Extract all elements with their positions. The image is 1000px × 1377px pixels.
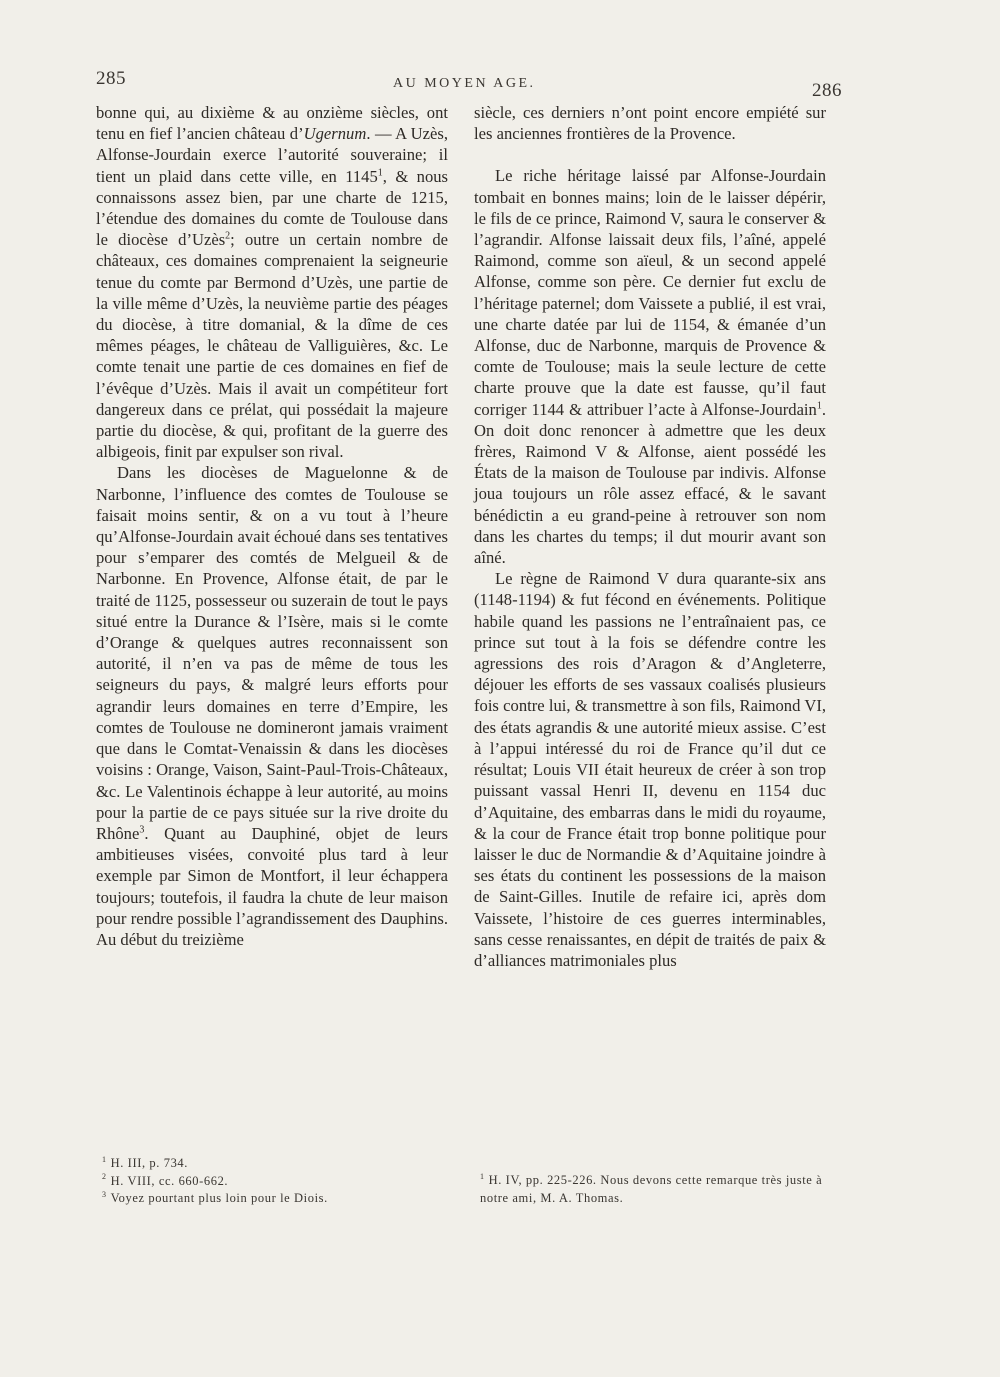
- footnote-ref: 2: [225, 230, 231, 242]
- italic-term: Ugernum: [303, 124, 367, 144]
- paragraph: Le règne de Raimond V dura quarante-six ans (1148-1194) & fut fécond en événements. Politique habile quand les passions ne l’entraînaient pas, ce prince sut tout à la fois se défendre contre les agressions des rois d’Aragon & d’Angleterre, déjouer les efforts de ses vassaux coalisés plusieurs fois contre lui, & transmettre à son fils, Raimond VI, des états agrandis & une autorité mieux assise. C’est à l’appui intéressé du roi de France qu’il dut ce résultat; Louis VII était heureux de créer à son trop puissant vassal Henri II, devenu en 1154 duc d’Aquitaine, des embarras dans le midi du royaume, & la cour de France était trop bonne politique pour laisser le duc de Normandie & d’Aquitaine joindre à ses états du continent les possessions de la maison de Saint-Gilles. Inutile de refaire ici, après dom Vaissete, l’histoire de ces guerres interminables, sans cesse renaissantes, en dépit de traités de paix & d’alliances matrimoniales plus: [474, 569, 826, 970]
- footnote-ref: 1: [816, 400, 822, 412]
- right-text-column: [474, 102, 826, 971]
- page-number-left: 285: [96, 68, 126, 89]
- footnote: $^2$ H. VIII, cc. 660-662.: [102, 1172, 229, 1188]
- paragraph: bonne qui, au dixième & au onzième siècles, ont tenu en fief l’ancien château d’Ugernum. — A Uzès, Alfonse-Jourdain exerce l’autorité souveraine; il tient un plaid dans cette ville, en 1145$^1$, & nous connaissons assez bien, par une charte de 1215, l’étendue des domaines du comte de Toulouse dans le diocèse d’Uzès$^2$; outre un certain nombre de châteaux, ces domaines comprenaient la seigneurie tenue du comte par Bermond d’Uzès, une partie de la ville même d’Uzès, la neuvième partie des péages du diocèse, à titre domanial, & la dîme de ces mêmes péages, le château de Valliguières, &c. Le comte tenait une partie de ces domaines en fief de l’évêque d’Uzès. Mais il avait un compétiteur fort dangereux dans ce prélat, qui possédait la majeure partie du diocèse, & qui, profitant de la guerre des albigeois, finit par expulser son rival.: [96, 103, 448, 462]
- footnote: $^3$ Voyez pourtant plus loin pour le Diois.: [102, 1190, 328, 1206]
- footnotes-left: [102, 1155, 454, 1208]
- paragraph: Le riche héritage laissé par Alfonse-Jourdain tombait en bonnes mains; loin de le laisser dépérir, le fils de ce prince, Raimond V, saura le conserver & l’agrandir. Alfonse laissait deux fils, l’aîné, appelé Raimond, comme son aïeul, & un second appelé Alfonse, comme son père. Ce dernier fut exclu de l’héritage paternel; dom Vaissete a publié, il est vrai, une charte datée par lui de 1154, & émanée d’un Alfonse, duc de Narbonne, marquis de Provence & comte de Toulouse; mais la seule lecture de cette charte prouve que la date est fausse, qu’il faut corriger 1144 & attribuer l’acte à Alfonse-Jourdain$^1$. On doit donc renoncer à admettre que les deux frères, Raimond V & Alfonse, aient possédé les États de la maison de Toulouse par indivis. Alfonse joua toujours un rôle assez effacé, & le savant bénédictin a eu grand-peine à retrouver son nom dans les chartes du temps; il dut mourir avant son aîné.: [474, 166, 826, 568]
- running-title: AU MOYEN AGE.: [393, 76, 536, 91]
- paragraph: siècle, ces derniers n’ont point encore empiété sur les anciennes frontières de la Provence.: [474, 103, 826, 144]
- footnote: $^1$ H. III, p. 734.: [102, 1154, 188, 1170]
- page-number-right: 286: [812, 80, 842, 101]
- footnote-ref: 3: [139, 824, 145, 836]
- footnotes-right: [480, 1172, 832, 1207]
- footnote: $^1$ H. IV, pp. 225-226. Nous devons cette remarque très juste à notre ami, M. A. Thomas.: [480, 1171, 823, 1205]
- left-text-column: [96, 102, 448, 950]
- paragraph: Dans les diocèses de Maguelonne & de Narbonne, l’influence des comtes de Toulouse se faisait moins sentir, & on a vu tout à l’heure qu’Alfonse-Jourdain avait échoué dans ses tentatives pour s’emparer des comtés de Melgueil & de Narbonne. En Provence, Alfonse était, de par le traité de 1125, possesseur ou suzerain de tout le pays situé entre la Durance & l’Isère, mais si le comte d’Orange & quelques autres reconnaissent son autorité, il n’en va pas de même de tous les seigneurs du pays, & malgré leurs efforts pour agrandir leurs domaines en terre d’Empire, les comtes de Toulouse ne domineront jamais vraiment que dans le Comtat-Venaissin & dans les diocèses voisins : Orange, Vaison, Saint-Paul-Trois-Châteaux, &c. Le Valentinois échappe à leur autorité, au moins pour la partie de ce pays située sur la rive droite du Rhône$^3$. Quant au Dauphiné, objet de leurs ambitieuses visées, convoité plus tard à leur exemple par Simon de Montfort, il leur échappera toujours; toutefois, il faudra la chute de leur maison pour rendre possible l’agrandissement des Dauphins. Au début du treizième: [96, 463, 448, 949]
- footnote-ref: 1: [377, 167, 383, 179]
